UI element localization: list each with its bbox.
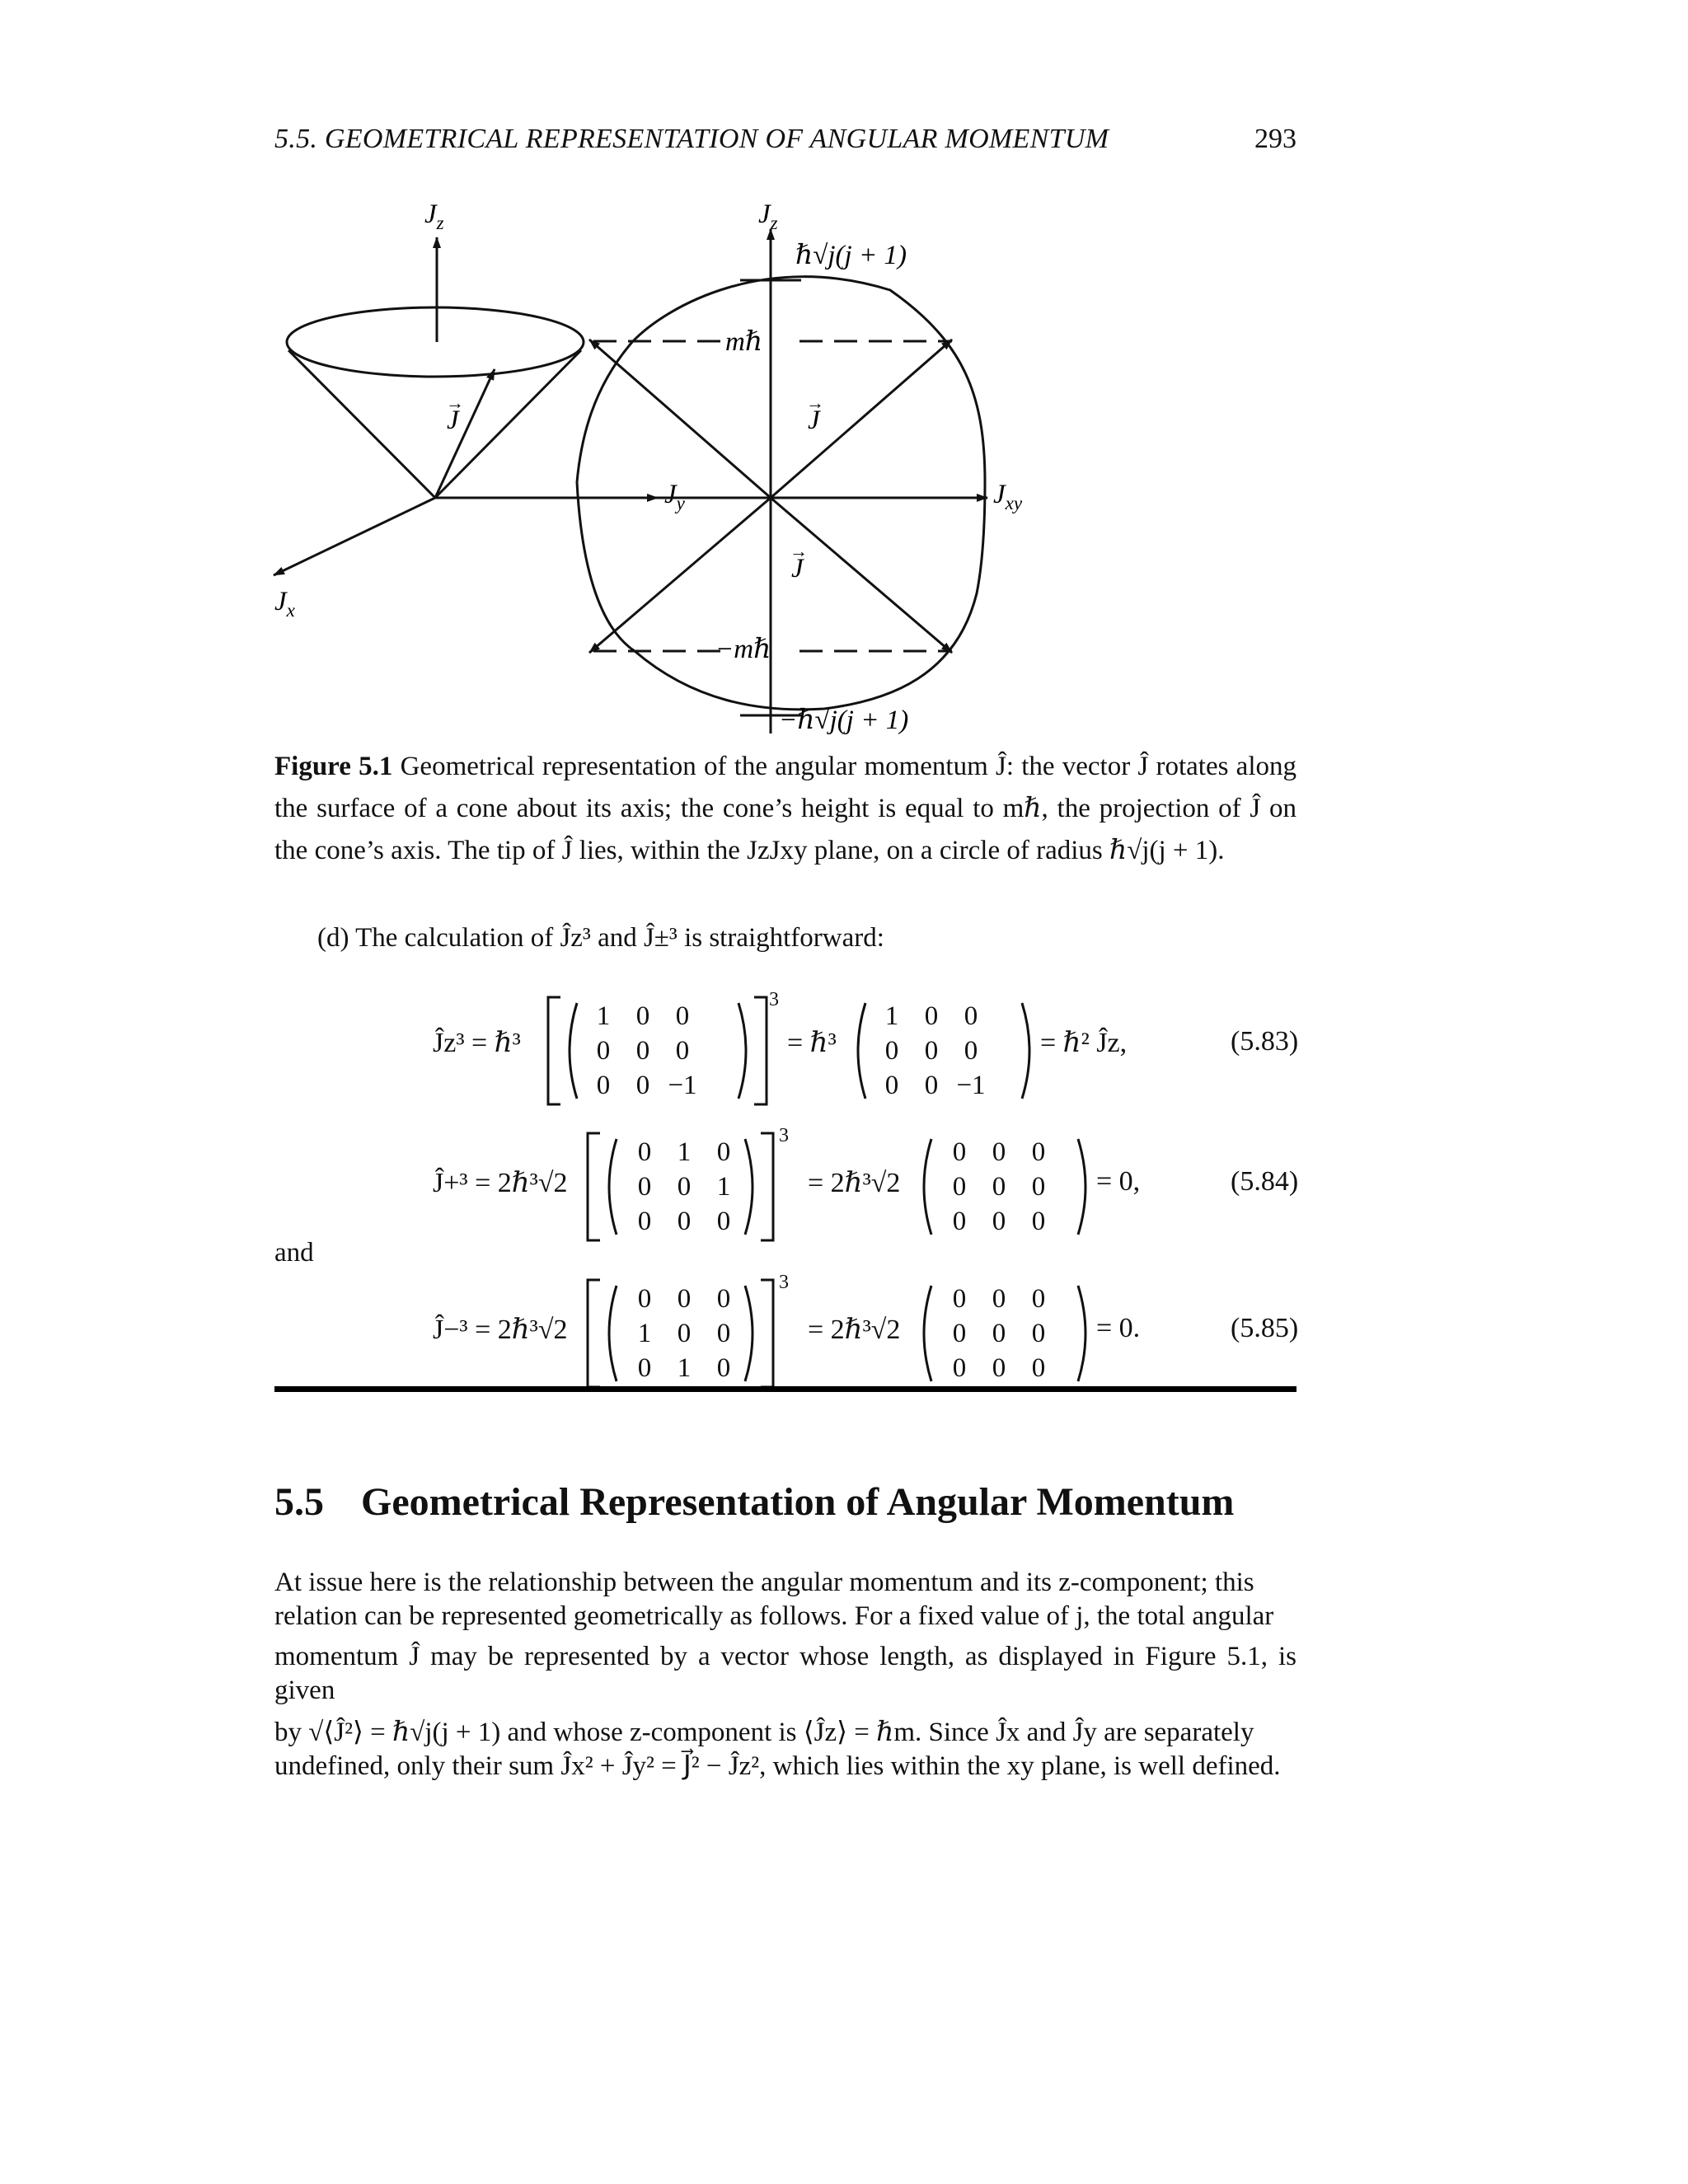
equation-number: (5.84)	[1231, 1166, 1299, 1197]
result-matrix: 0 0 0 0 0 0 0 0 0	[952, 1284, 1046, 1383]
eq-lhs: Ĵz³ = ℏ³	[433, 1028, 521, 1058]
eq-lhs: Ĵ−³ = 2ℏ³√2	[433, 1315, 568, 1345]
eq-rhs: = 0.	[1096, 1313, 1141, 1343]
vector-up-left	[589, 340, 771, 498]
running-header	[274, 124, 1296, 165]
right-j-vector-upper: J	[808, 405, 820, 435]
right-j-vector-lower: J	[791, 554, 804, 583]
section-title: Geometrical Representation of Angular Momentum	[361, 1480, 1235, 1524]
result-matrix: 0 0 0 0 0 0 0 0 0	[952, 1137, 1046, 1236]
section-divider	[274, 1386, 1296, 1392]
left-j-arrow-accent: →	[446, 392, 464, 413]
left-jy-label: $J_y$	[664, 480, 685, 513]
top-radius-label: ℏ√j(j + 1)	[795, 241, 907, 270]
caption-label: Figure 5.1	[274, 752, 393, 781]
section-heading	[274, 1479, 1234, 1525]
eq-mid: = 2ℏ³√2	[808, 1168, 901, 1198]
eq-rhs: = ℏ² Ĵz,	[1040, 1028, 1128, 1058]
vector-down-left	[589, 498, 771, 653]
upper-level-label: mℏ	[725, 327, 763, 357]
left-j-vector-label: J	[447, 405, 459, 435]
body-paragraph	[274, 1566, 1296, 1783]
body-line: by √⟨Ĵ²⟩ = ℏ√j(j + 1) and whose z-component is ⟨Ĵz⟩ = ℏm. Since Ĵx and Ĵy are separately	[274, 1718, 1254, 1747]
power-label: 3	[769, 989, 779, 1010]
equation-number: (5.83)	[1231, 1026, 1299, 1057]
and-word: and	[274, 1238, 314, 1268]
left-jx-label: $J_x$	[274, 587, 295, 621]
page-number: 293	[1254, 124, 1296, 154]
equation-5-84	[0, 1125, 1688, 1244]
eq-mid: = 2ℏ³√2	[808, 1315, 901, 1345]
body-line: momentum Ĵ may be represented by a vector whose length, as displayed in Figure 5.1, is given	[274, 1642, 1296, 1705]
figure-5-1	[264, 198, 1335, 742]
right-j-arrow-accent-lower: →	[790, 541, 808, 561]
intro-text: (d) The calculation of Ĵz³ and Ĵ±³ is straightforward:	[317, 923, 884, 953]
input-matrix: 0 1 0 0 0 1 0 0 0	[637, 1137, 731, 1236]
cone-diagram	[274, 237, 658, 575]
eq-rhs: = 0,	[1096, 1166, 1141, 1197]
body-line: At issue here is the relationship between the angular momentum and its z-component; this	[274, 1568, 1254, 1597]
jx-axis	[274, 498, 435, 575]
equation-number: (5.85)	[1231, 1313, 1299, 1343]
body-line: undefined, only their sum Ĵx² + Ĵy² = J⃗² − Ĵz², which lies within the xy plane, is well defined.	[274, 1751, 1281, 1781]
eq-mid: = ℏ³	[787, 1028, 837, 1058]
input-matrix: 0 0 0 1 0 0 0 1 0	[637, 1284, 731, 1383]
caption-text: Geometrical representation of the angular momentum Ĵ: the vector Ĵ rotates along the surface of a cone about its axis; the cone’s height is equal to mℏ, the projection of Ĵ on the cone’s axis. The tip of Ĵ lies, within the JzJxy plane, on a circle of radius ℏ√j(j + 1).	[274, 752, 1296, 865]
cone-rim	[287, 307, 584, 377]
bottom-radius-label: −ℏ√j(j + 1)	[779, 705, 909, 735]
lower-level-label: −mℏ	[715, 635, 771, 664]
equation-5-83	[0, 989, 1688, 1108]
right-jxy-label: $J_{xy}$	[993, 480, 1023, 513]
section-number: 5.5	[274, 1480, 324, 1524]
body-line: relation can be represented geometrically as follows. For a fixed value of j, the total angular	[274, 1601, 1274, 1631]
power-label: 3	[779, 1125, 789, 1146]
equation-5-85	[0, 1272, 1688, 1391]
eq-lhs: Ĵ+³ = 2ℏ³√2	[433, 1168, 568, 1198]
figure-caption	[274, 746, 1296, 872]
running-title: 5.5. GEOMETRICAL REPRESENTATION OF ANGULAR MOMENTUM	[274, 124, 1109, 154]
right-jz-label: $J_z$	[758, 199, 778, 233]
vector-up-right	[771, 340, 952, 498]
right-j-arrow-accent-upper: →	[806, 392, 824, 413]
left-jz-label: $J_z$	[424, 199, 444, 233]
angular-momentum-vector	[435, 369, 495, 498]
power-label: 3	[779, 1272, 789, 1293]
result-matrix: 1 0 0 0 0 0 0 0 −1	[884, 1001, 986, 1100]
input-matrix: 1 0 0 0 0 0 0 0 −1	[596, 1001, 697, 1100]
